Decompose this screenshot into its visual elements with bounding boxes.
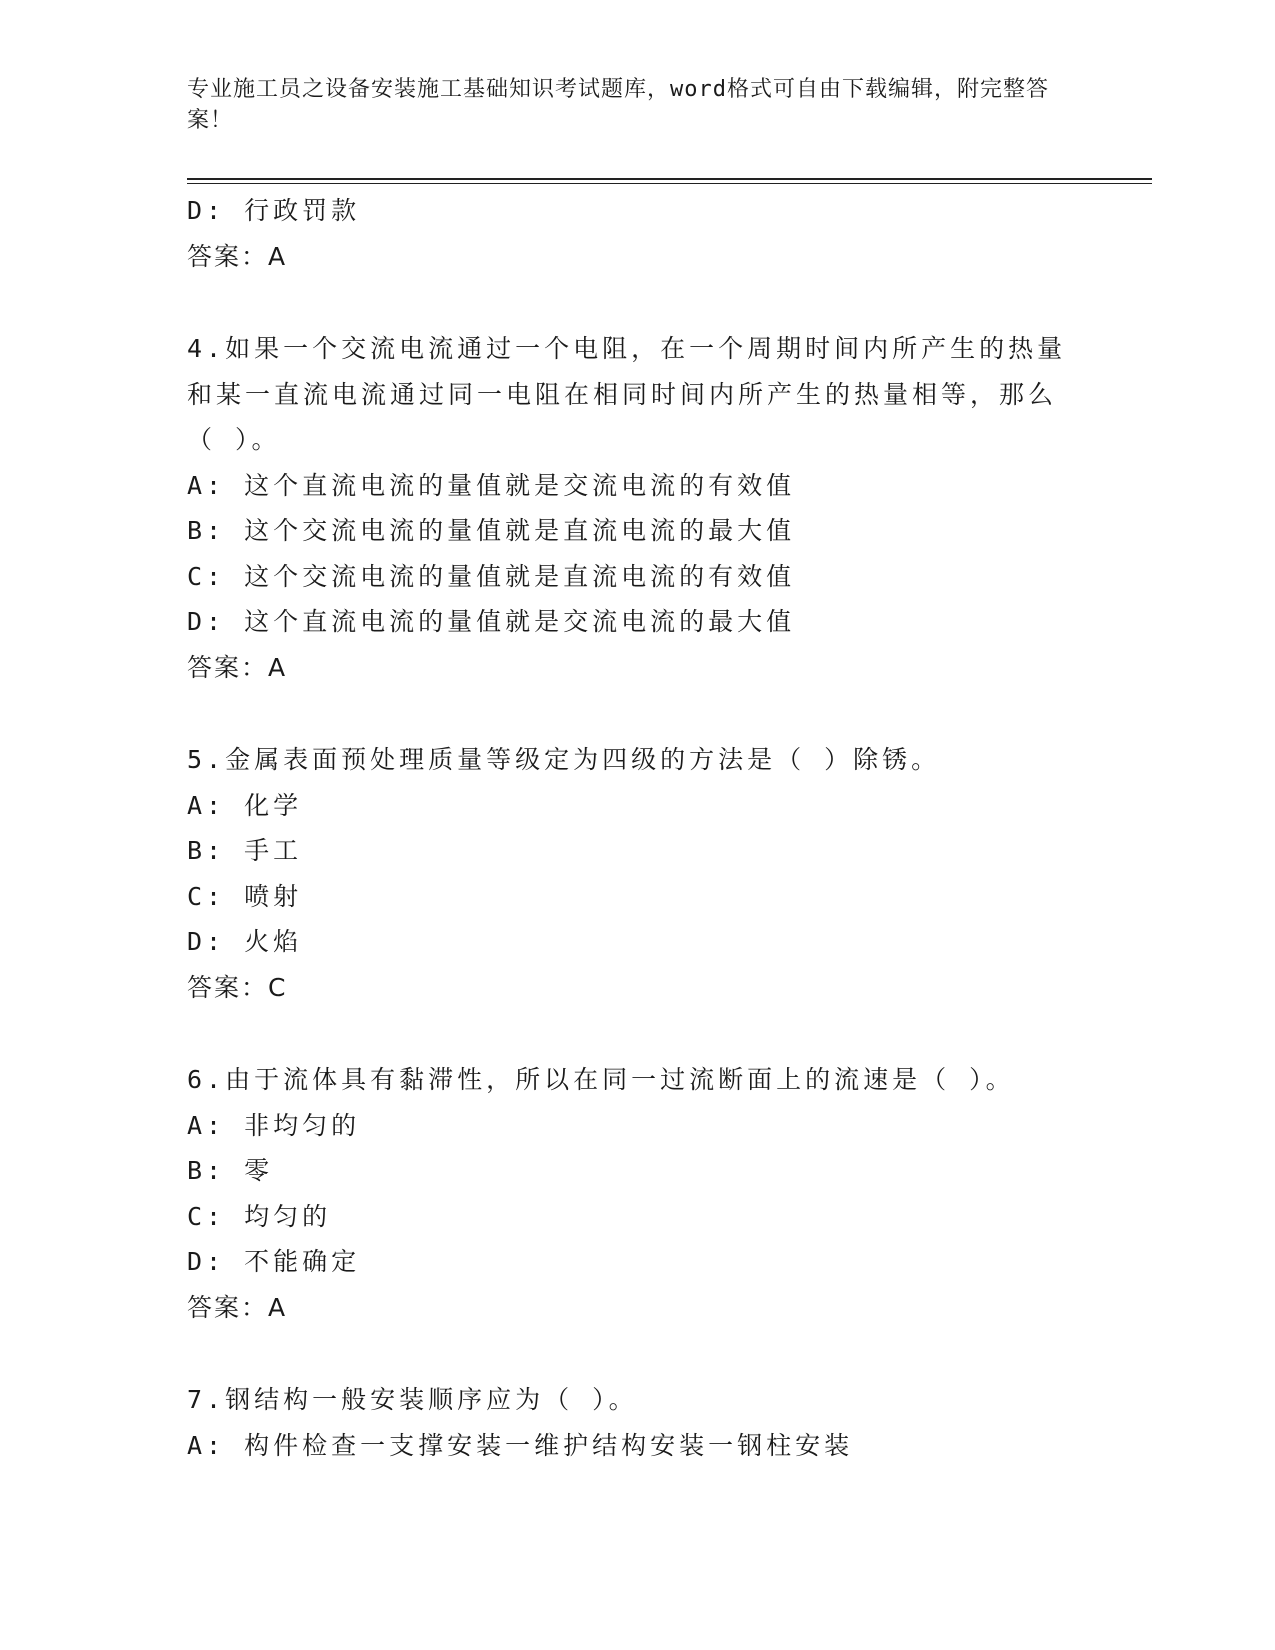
answer: 答案：A bbox=[187, 241, 288, 271]
question-block bbox=[187, 737, 1117, 1010]
option-c: C: 这个交流电流的量值就是直流电流的有效值 bbox=[187, 561, 796, 591]
option-d: D: 火焰 bbox=[187, 927, 303, 956]
answer: 答案：A bbox=[187, 1292, 288, 1322]
question-stem: 5.金属表面预处理质量等级定为四级的方法是（ ）除锈。 bbox=[187, 745, 941, 774]
option-c: C: 均匀的 bbox=[187, 1201, 332, 1231]
question-block bbox=[187, 1377, 1117, 1468]
question-stem: 6.由于流体具有黏滞性，所以在同一过流断面上的流速是（ ）。 bbox=[187, 1065, 1015, 1094]
question-stem: 7.钢结构一般安装顺序应为（ ）。 bbox=[187, 1385, 638, 1414]
header-divider bbox=[187, 178, 1152, 180]
header-divider-thin bbox=[187, 183, 1152, 184]
option-c: C: 喷射 bbox=[187, 881, 303, 911]
option-d: D: 这个直流电流的量值就是交流电流的最大值 bbox=[187, 607, 796, 636]
answer: 答案：C bbox=[187, 972, 288, 1002]
answer: 答案：A bbox=[187, 652, 288, 682]
option-b: B: 这个交流电流的量值就是直流电流的最大值 bbox=[187, 516, 796, 545]
question-list bbox=[187, 188, 1117, 1468]
question-block bbox=[187, 1057, 1117, 1330]
option-a: A: 非均匀的 bbox=[187, 1110, 361, 1140]
option-b: B: 手工 bbox=[187, 836, 303, 865]
option-a: A: 化学 bbox=[187, 790, 303, 820]
option-b: B: 零 bbox=[187, 1156, 274, 1185]
question-stem: 4.如果一个交流电流通过一个电阻，在一个周期时间内所产生的热量和某一直流电流通过同一电阻在相同时间内所产生的热量相等，那么（ ）。 bbox=[187, 334, 1067, 454]
option-d: D: 行政罚款 bbox=[187, 196, 361, 225]
option-a: A: 这个直流电流的量值就是交流电流的有效值 bbox=[187, 470, 796, 500]
option-a: A: 构件检查一支撑安装一维护结构安装一钢柱安装 bbox=[187, 1430, 854, 1460]
option-d: D: 不能确定 bbox=[187, 1247, 361, 1276]
question-block bbox=[187, 326, 1117, 690]
document-header: 专业施工员之设备安装施工基础知识考试题库，word格式可自由下载编辑，附完整答案！ bbox=[187, 77, 1049, 133]
